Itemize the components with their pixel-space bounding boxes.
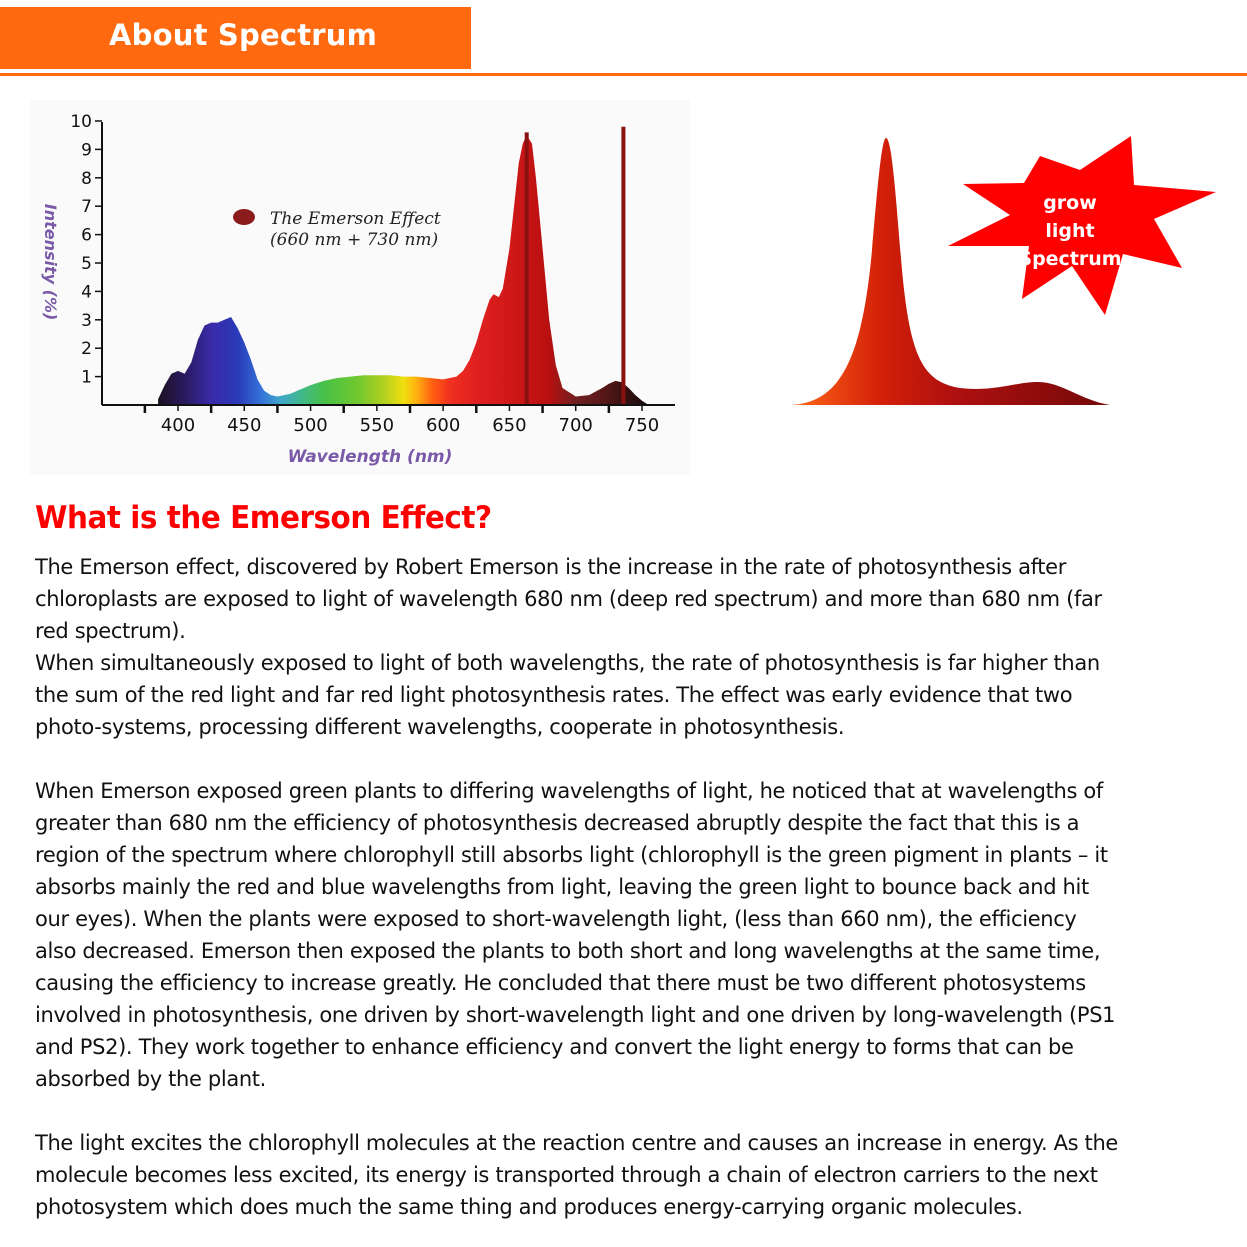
- y-tick-label: 9: [81, 140, 92, 161]
- body-line: molecule becomes less excited, its energy is transported through a chain of electron carriers to the next: [35, 1163, 1098, 1187]
- y-axis-label: Intensity (%): [41, 203, 60, 321]
- legend-label: The Emerson Effect: [270, 209, 441, 229]
- x-tick-label: 550: [359, 415, 395, 436]
- legend-marker: [233, 209, 255, 225]
- body-line: absorbs mainly the red and blue wavelengths from light, leaving the green light to bounce back and hit: [35, 875, 1089, 899]
- body-line: photo-systems, processing different wavelengths, cooperate in photosynthesis.: [35, 715, 845, 739]
- body-text: [35, 551, 1195, 1223]
- burst-line-spectrum: Spectrum: [1018, 248, 1122, 270]
- y-tick-label: 2: [81, 339, 92, 360]
- body-line: greater than 680 nm the efficiency of photosynthesis decreased abruptly despite the fact that this is a: [35, 811, 1080, 835]
- section-heading: What is the Emerson Effect?: [35, 500, 492, 536]
- y-tick-label: 5: [81, 254, 92, 274]
- body-line: When Emerson exposed green plants to differing wavelengths of light, he noticed that at wavelengths of: [35, 779, 1103, 803]
- y-tick-label: 10: [70, 112, 92, 132]
- body-line: the sum of the red light and far red light photosynthesis rates. The effect was early evidence that two: [35, 683, 1073, 707]
- body-line: red spectrum).: [35, 619, 186, 643]
- body-line: causing the efficiency to increase greatly. He concluded that there must be two different photosystems: [35, 971, 1086, 995]
- body-line: region of the spectrum where chlorophyll still absorbs light (chlorophyll is the green pigment in plants – it: [35, 843, 1108, 867]
- body-line: involved in photosynthesis, one driven by short-wavelength light and one driven by long-wavelength (PS1: [35, 1003, 1116, 1027]
- legend-sublabel: (660 nm + 730 nm): [270, 230, 439, 250]
- x-tick-label: 750: [624, 415, 660, 436]
- x-tick-label: 400: [160, 415, 196, 436]
- grow-light-graphic: [780, 120, 1220, 420]
- body-line: absorbed by the plant.: [35, 1067, 267, 1091]
- body-line: our eyes). When the plants were exposed to short-wavelength light, (less than 660 nm), the efficiency: [35, 907, 1077, 931]
- page-title: About Spectrum: [109, 18, 378, 52]
- body-line: The Emerson effect, discovered by Robert Emerson is the increase in the rate of photosynthesis after: [35, 555, 1067, 579]
- x-tick-label: 500: [293, 415, 328, 436]
- y-tick-label: 1: [81, 367, 92, 388]
- x-tick-label: 650: [492, 415, 527, 436]
- burst-line-grow: grow: [1043, 192, 1097, 214]
- y-tick-label: 4: [81, 282, 92, 303]
- x-tick-label: 600: [425, 415, 461, 436]
- spectrum-chart: [30, 100, 690, 475]
- paragraph-gap: [35, 743, 1195, 775]
- header-divider: [0, 73, 1247, 76]
- body-line: also decreased. Emerson then exposed the plants to both short and long wavelengths at the same time,: [35, 939, 1101, 963]
- y-tick-label: 6: [81, 225, 92, 246]
- body-line: chloroplasts are exposed to light of wavelength 680 nm (deep red spectrum) and more than 680 nm (far: [35, 587, 1102, 611]
- y-tick-label: 7: [81, 197, 92, 218]
- body-line: The light excites the chlorophyll molecules at the reaction centre and causes an increase in energy. As the: [35, 1131, 1118, 1155]
- body-line: When simultaneously exposed to light of both wavelengths, the rate of photosynthesis is far higher than: [35, 651, 1100, 675]
- paragraph-gap: [35, 1095, 1195, 1127]
- body-line: and PS2). They work together to enhance efficiency and convert the light energy to forms that can be: [35, 1035, 1074, 1059]
- x-axis-label: Wavelength (nm): [287, 447, 453, 467]
- burst-line-light: light: [1045, 220, 1095, 242]
- y-tick-label: 3: [81, 310, 92, 331]
- x-tick-label: 450: [227, 415, 262, 436]
- y-tick-label: 8: [81, 168, 92, 189]
- body-line: photosystem which does much the same thing and produces energy-carrying organic molecules.: [35, 1195, 1023, 1219]
- x-tick-label: 700: [558, 415, 593, 436]
